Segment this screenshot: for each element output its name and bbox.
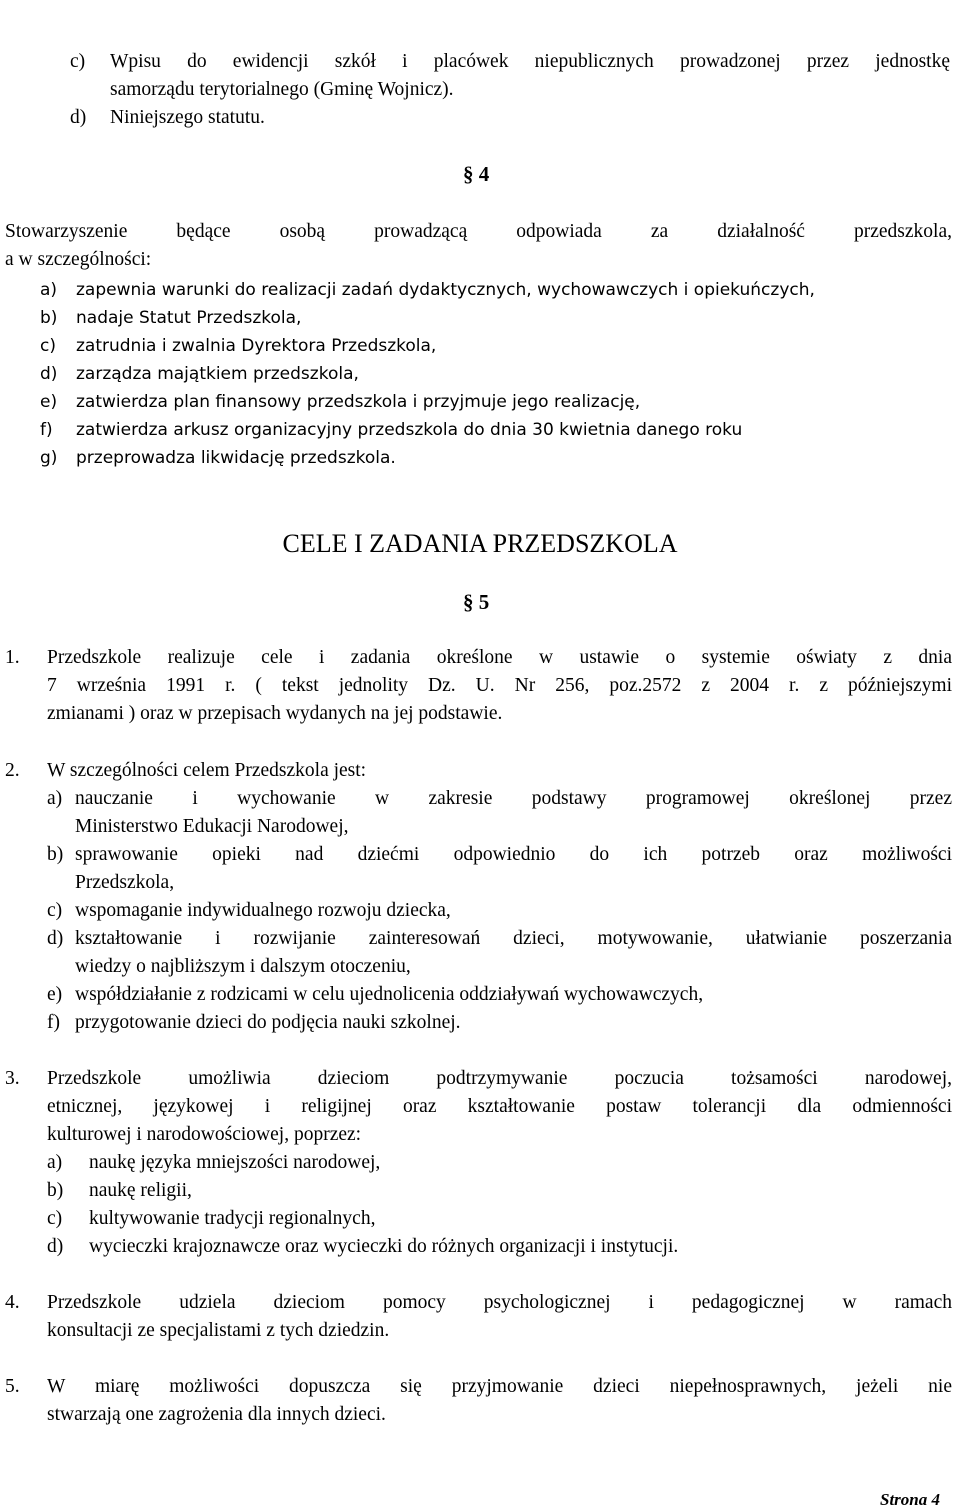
intro-item-c-line2: samorządu terytorialnego (Gminę Wojnicz). [110,79,454,100]
s4-item-d-label: d) [40,364,58,384]
s5-p2-item-a-label: a) [47,788,63,809]
s5-p2-item-e-label: e) [47,984,63,1005]
s5-p2-item-b-line1: sprawowanie opieki nad dziećmi odpowiednio do ich potrzeb oraz możliwości [75,844,952,865]
page-number-footer: Strona 4 [880,1490,940,1509]
s5-p2-item-a-line1: nauczanie i wychowanie w zakresie podstawy programowej określonej przez [75,788,952,809]
s4-item-a-text: zapewnia warunki do realizacji zadań dydaktycznych, wychowawczych i opiekuńczych, [76,280,815,300]
section-5-number: § 5 [463,590,490,614]
s4-item-g-text: przeprowadza likwidację przedszkola. [76,448,396,468]
s5-p3-item-b-text: naukę religii, [89,1180,192,1201]
s5-p3-item-c-label: c) [47,1208,63,1229]
s4-item-a-label: a) [40,280,58,300]
s5-p4-label: 4. [5,1292,20,1313]
intro-item-c-line1: Wpisu do ewidencji szkół i placówek niepublicznych prowadzonej przez jednostkę [110,51,950,72]
s5-p3-line3: kulturowej i narodowościowej, poprzez: [47,1124,362,1145]
section-4-intro-line1: Stowarzyszenie będące osobą prowadzącą odpowiada za działalność przedszkola, [5,221,952,242]
s5-p2-item-a-line2: Ministerstwo Edukacji Narodowej, [75,816,349,837]
s5-p2-label: 2. [5,760,20,781]
s5-p5-label: 5. [5,1376,20,1397]
s5-p3-item-a-label: a) [47,1152,63,1173]
s5-p2-intro: W szczególności celem Przedszkola jest: [47,760,367,781]
s5-p2-item-f-line1: przygotowanie dzieci do podjęcia nauki szkolnej. [75,1012,461,1033]
s4-item-c-label: c) [40,336,56,356]
s4-item-f-label: f) [40,420,53,440]
intro-item-c-label: c) [70,51,86,72]
s4-item-c-text: zatrudnia i zwalnia Dyrektora Przedszkola, [76,336,437,356]
s5-p3-label: 3. [5,1068,20,1089]
s4-item-b-text: nadaje Statut Przedszkola, [76,308,302,328]
s5-p2-item-d-line2: wiedzy o najbliższym i dalszym otoczeniu, [75,956,411,977]
chapter-heading: CELE I ZADANIA PRZEDSZKOLA [282,529,678,558]
s5-p3-item-a-text: naukę języka mniejszości narodowej, [89,1152,381,1173]
intro-item-d-text: Niniejszego statutu. [110,107,265,128]
s5-p2-item-e-line1: współdziałanie z rodzicami w celu ujednolicenia oddziaływań wychowawczych, [75,984,704,1005]
s5-p5-line2: stwarzają one zagrożenia dla innych dzieci. [47,1404,386,1425]
s5-p1-line2: 7 września 1991 r. ( tekst jednolity Dz. U. Nr 256, poz.2572 z 2004 r. z późniejszymi [47,675,952,696]
s5-p2-item-d-label: d) [47,928,64,949]
s4-item-f-text: zatwierdza arkusz organizacyjny przedszkola do dnia 30 kwietnia danego roku [76,420,743,440]
s5-p2-item-c-line1: wspomaganie indywidualnego rozwoju dziecka, [75,900,451,921]
s5-p3-item-d-text: wycieczki krajoznawcze oraz wycieczki do różnych organizacji i instytucji. [89,1236,679,1257]
s5-p3-item-c-text: kultywowanie tradycji regionalnych, [89,1208,376,1229]
s5-p2-item-b-line2: Przedszkola, [75,872,175,893]
s5-p1-line3: zmianami ) oraz w przepisach wydanych na jej podstawie. [47,703,503,724]
s5-p2-item-d-line1: kształtowanie i rozwijanie zainteresowań dzieci, motywowanie, ułatwianie poszerzania [75,928,952,949]
s4-item-e-label: e) [40,392,58,412]
s4-item-g-label: g) [40,448,58,468]
s5-p3-item-b-label: b) [47,1180,64,1201]
s5-p1-line1: Przedszkole realizuje cele i zadania określone w ustawie o systemie oświaty z dnia [47,647,952,668]
s4-item-d-text: zarządza majątkiem przedszkola, [76,364,359,384]
section-4-number: § 4 [463,162,490,186]
s5-p1-label: 1. [5,647,20,668]
s4-item-e-text: zatwierdza plan finansowy przedszkola i przyjmuje jego realizację, [76,392,641,412]
s4-item-b-label: b) [40,308,58,328]
s5-p4-line1: Przedszkole udziela dzieciom pomocy psychologicznej i pedagogicznej w ramach [47,1292,952,1313]
s5-p5-line1: W miarę możliwości dopuszcza się przyjmowanie dzieci niepełnosprawnych, jeżeli nie [47,1376,952,1397]
s5-p4-line2: konsultacji ze specjalistami z tych dziedzin. [47,1320,390,1341]
s5-p3-item-d-label: d) [47,1236,64,1257]
s5-p2-item-b-label: b) [47,844,64,865]
s5-p2-item-f-label: f) [47,1012,60,1033]
s5-p2-item-c-label: c) [47,900,63,921]
s5-p3-line1: Przedszkole umożliwia dzieciom podtrzymywanie poczucia tożsamości narodowej, [47,1068,952,1089]
section-4-intro-line2: a w szczególności: [5,249,152,270]
intro-item-d-label: d) [70,107,87,128]
s5-p3-line2: etnicznej, językowej i religijnej oraz kształtowanie postaw tolerancji dla odmienności [47,1096,952,1117]
